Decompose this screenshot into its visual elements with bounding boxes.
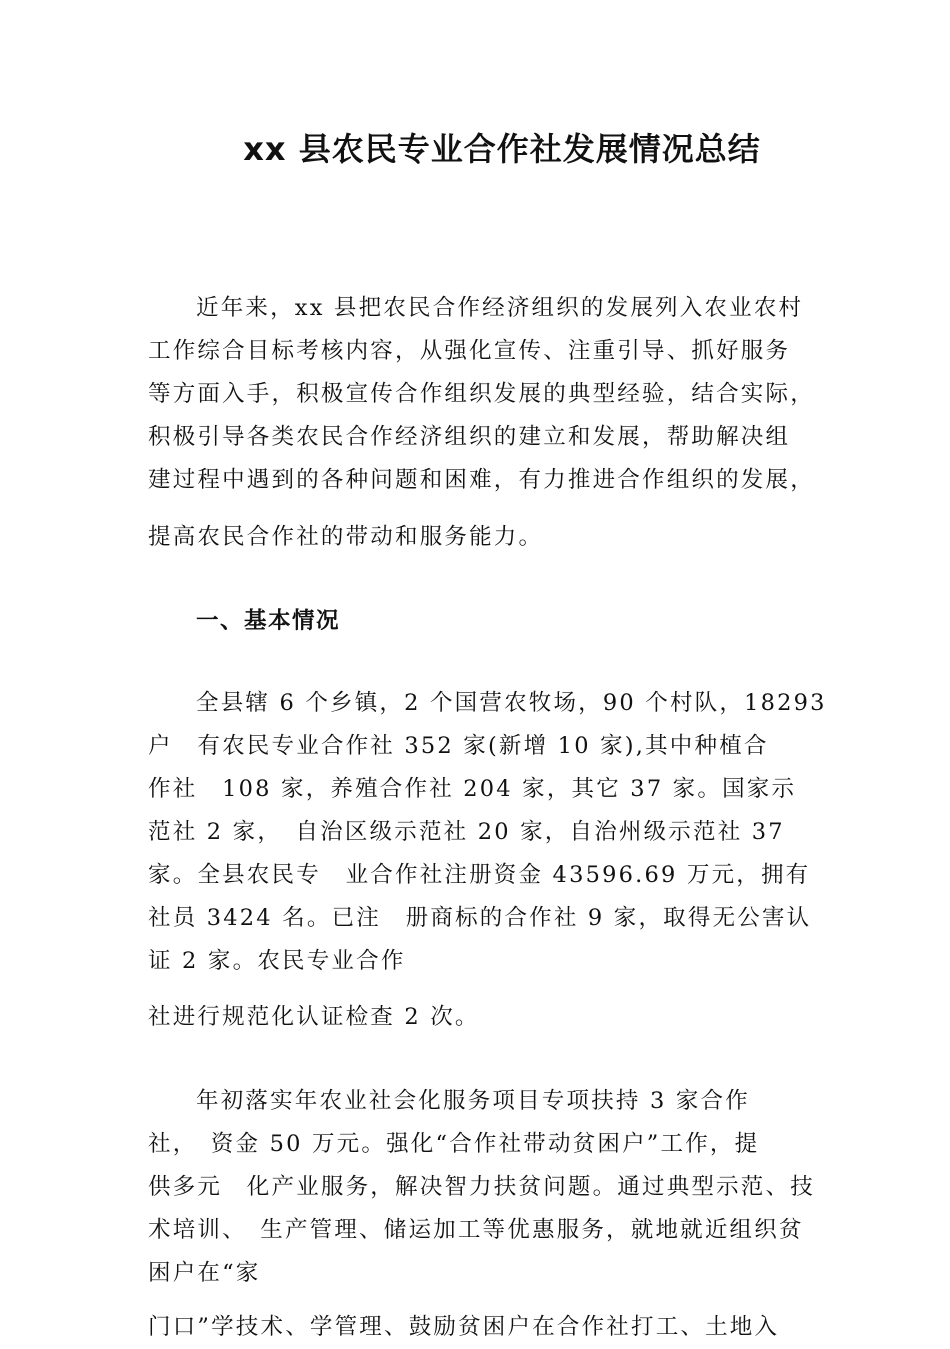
text-line: 近年来，xx 县把农民合作经济组织的发展列入农业农村 xyxy=(196,295,804,321)
text-line: 全县辖 6 个乡镇，2 个国营农牧场，90 个村队，18293 xyxy=(196,690,827,716)
document-title: xx 县农民专业合作社发展情况总结 xyxy=(243,130,761,168)
text-line: 户 有农民专业合作社 352 家(新增 10 家),其中种植合 xyxy=(148,733,769,759)
text-line: 门口”学技术、学管理、鼓励贫困户在合作社打工、土地入 xyxy=(148,1314,780,1340)
intro-paragraph xyxy=(148,287,828,502)
support-paragraph-tail xyxy=(148,1306,828,1349)
text-line: 社， 资金 50 万元。强化“合作社带动贫困户”工作，提 xyxy=(148,1131,760,1157)
text-line: 供多元 化产业服务，解决智力扶贫问题。通过典型示范、技 xyxy=(148,1174,815,1200)
text-line: 建过程中遇到的各种问题和困难，有力推进合作组织的发展， xyxy=(148,467,815,493)
text-line: 术培训、 生产管理、储运加工等优惠服务，就地就近组织贫 xyxy=(148,1217,804,1243)
text-line: 提高农民合作社的带动和服务能力。 xyxy=(148,524,544,550)
intro-paragraph-tail xyxy=(148,516,828,559)
text-line: 家。全县农民专 业合作社注册资金 43596.69 万元，拥有 xyxy=(148,862,811,888)
section-heading-basic: 一、基本情况 xyxy=(196,608,341,634)
section1-paragraph xyxy=(148,682,828,983)
section1-paragraph-tail xyxy=(148,996,828,1039)
text-line: 等方面入手，积极宣传合作组织发展的典型经验，结合实际， xyxy=(148,381,815,407)
text-line: 年初落实年农业社会化服务项目专项扶持 3 家合作 xyxy=(196,1088,750,1114)
text-line: 证 2 家。农民专业合作 xyxy=(148,948,406,974)
text-line: 社员 3424 名。已注 册商标的合作社 9 家，取得无公害认 xyxy=(148,905,812,931)
text-line: 工作综合目标考核内容，从强化宣传、注重引导、抓好服务 xyxy=(148,338,791,364)
support-paragraph xyxy=(148,1080,828,1295)
text-line: 范社 2 家， 自治区级示范社 20 家，自治州级示范社 37 xyxy=(148,819,785,845)
text-line: 困户在“家 xyxy=(148,1260,261,1286)
text-line: 作社 108 家，养殖合作社 204 家，其它 37 家。国家示 xyxy=(148,776,797,802)
text-line: 社进行规范化认证检查 2 次。 xyxy=(148,1004,480,1030)
text-line: 积极引导各类农民合作经济组织的建立和发展，帮助解决组 xyxy=(148,424,791,450)
